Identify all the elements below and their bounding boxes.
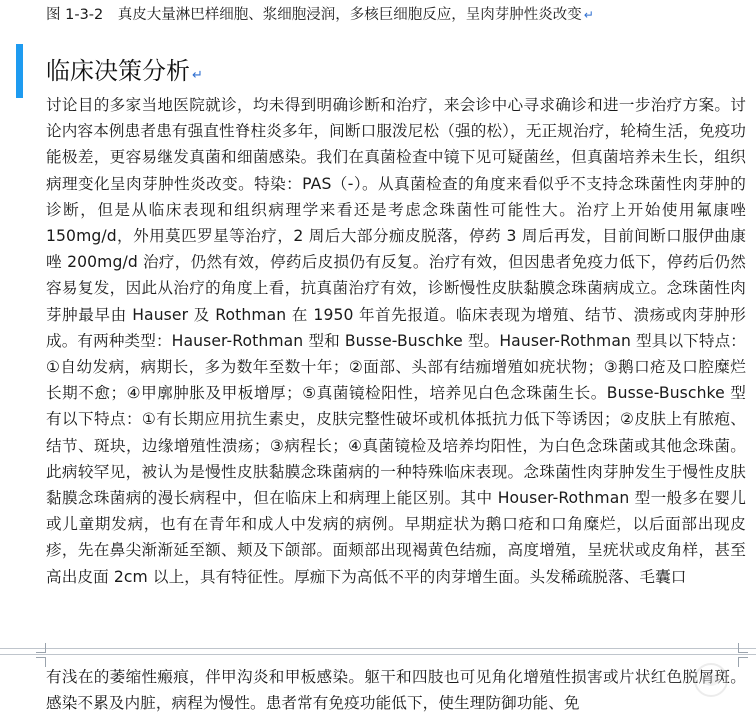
heading-accent-bar (16, 44, 23, 98)
body-paragraph-continued: 有浅在的萎缩性瘢痕，伴甲沟炎和甲板感染。躯干和四肢也可见角化增殖性损害或片状红色脱屑斑。感染不累及内脏，病程为慢性。患者常有免疫功能低下，使生理防御功能、免 (46, 668, 746, 713)
page-break (0, 646, 756, 660)
page-corner-mark (738, 643, 748, 653)
body-text-block-next-page (46, 664, 746, 716)
figure-caption (46, 4, 746, 26)
page-corner-mark (36, 657, 46, 667)
heading-paragraph-mark-icon: ↵ (192, 68, 203, 83)
body-paragraph: 讨论目的多家当地医院就诊，均未得到明确诊断和治疗，来会诊中心寻求确诊和进一步治疗方案。讨论内容本例患者患有强直性脊柱炎多年，间断口服泼尼松（强的松），无正规治疗，轮椅生活，免疫功能极差，更容易继发真菌和细菌感染。我们在真菌检查中镜下见可疑菌丝，但真菌培养未生长，组织病理变化呈肉芽肿性炎改变。特染：PAS（-）。从真菌检查的角度来看似乎不支持念珠菌性肉芽肿的诊断，但是从临床表现和组织病理学来看还是考虑念珠菌性可能性大。治疗上开始使用氟康唑 150mg/d，外用莫匹罗星等治疗，2 周后大部分痂皮脱落，停药 3 周后再发，目前间断口服伊曲康唑 200mg/d 治疗，仍然有效，停药后皮损仍有反复。治疗有效，但因患者免疫力低下，停药后仍然容易复发，因此从治疗的角度上看，抗真菌治疗有效，诊断慢性皮肤黏膜念珠菌病成立。念珠菌性肉芽肿最早由 Hauser 及 Rothman 在 1950 年首先报道。临床表现为增殖、结节、溃疡或肉芽肿形成。有两种类型：Hauser-Rothman 型和 Busse-Buschke 型。Hauser-Rothman 型具以下特点：①自幼发病，病期长，多为数年至数十年；②面部、头部有结痂增殖如疣状物；③鹅口疮及口腔糜烂长期不愈；④甲廓肿胀及甲板增厚；⑤真菌镜检阳性，培养见白色念珠菌生长。Busse-Buschke 型有以下特点：①有长期应用抗生素史，皮肤完整性破坏或机体抵抗力低下等诱因；②皮肤上有脓疱、结节、斑块，边缘增殖性溃疡；③病程长；④真菌镜检及培养均阳性，为白色念珠菌或其他念珠菌。此病较罕见，被认为是慢性皮肤黏膜念珠菌病的一种特殊临床表现。念珠菌性肉芽肿发生于慢性皮肤黏膜念珠菌病的漫长病程中，但在临床上和病理上能区别。其中 Houser-Rothman 型一般多在婴儿或儿童期发病，也有在青年和成人中发病的病例。早期症状为鹅口疮和口角糜烂，以后面部出现皮疹，先在鼻尖渐渐延至额、颊及下颌部。面颊部出现褐黄色结痂，高度增殖，呈疣状或皮角样，甚至高出皮面 2cm 以上，具有特征性。厚痂下为高低不平的肉芽增生面。头发稀疏脱落、毛囊口 (46, 96, 746, 586)
figure-caption-text: 图 1-3-2 真皮大量淋巴样细胞、浆细胞浸润，多核巨细胞反应，呈肉芽肿性炎改变 (46, 7, 582, 23)
paragraph-mark-icon: ↵ (583, 8, 594, 22)
page-corner-mark (36, 643, 46, 653)
watermark-logo-icon (674, 658, 748, 712)
section-heading-text: 临床决策分析 (46, 57, 190, 85)
body-text-block (46, 92, 746, 590)
page-break-rule-top (0, 648, 756, 649)
section-heading (46, 54, 203, 93)
page-break-rule-bottom (0, 654, 756, 655)
